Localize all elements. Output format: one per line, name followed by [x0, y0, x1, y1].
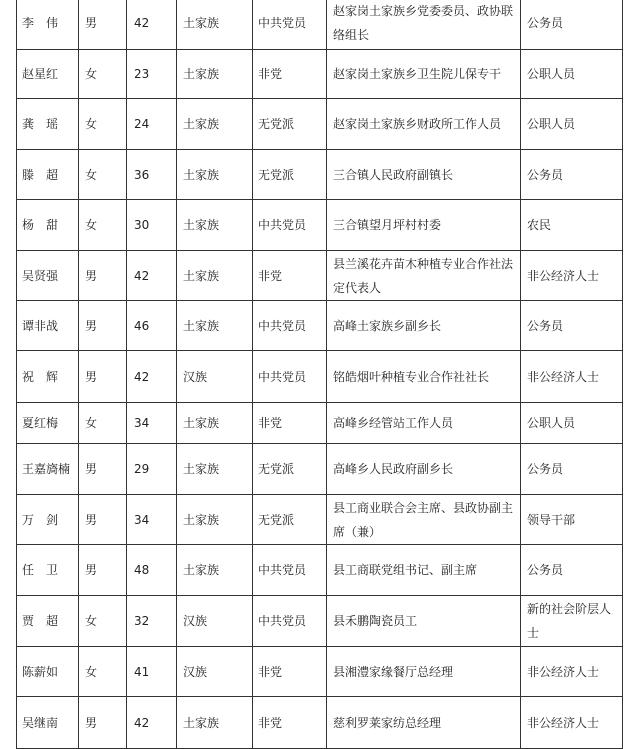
member-party: 中共党员 — [253, 301, 327, 351]
member-role: 铭皓烟叶种植专业合作社社长 — [327, 351, 521, 403]
member-party: 中共党员 — [253, 200, 327, 251]
member-party: 无党派 — [253, 99, 327, 150]
member-ethnicity: 汉族 — [177, 596, 253, 647]
member-ethnicity: 土家族 — [177, 301, 253, 351]
member-gender: 男 — [79, 301, 127, 351]
member-category: 非公经济人士 — [521, 351, 623, 403]
member-ethnicity: 土家族 — [177, 200, 253, 251]
member-name: 龚 瑶 — [17, 99, 79, 150]
member-name: 万 剑 — [17, 495, 79, 545]
member-gender: 女 — [79, 200, 127, 251]
member-category: 非公经济人士 — [521, 647, 623, 697]
table-row — [17, 150, 623, 200]
member-category: 非公经济人士 — [521, 697, 623, 749]
member-party: 无党派 — [253, 444, 327, 495]
member-age: 24 — [127, 99, 177, 150]
member-age: 42 — [127, 251, 177, 301]
member-ethnicity: 土家族 — [177, 50, 253, 99]
member-category: 公务员 — [521, 150, 623, 200]
member-party: 中共党员 — [253, 351, 327, 403]
member-role: 高峰乡经管站工作人员 — [327, 403, 521, 444]
member-role: 高峰乡人民政府副乡长 — [327, 444, 521, 495]
table-row — [17, 99, 623, 150]
table-row — [17, 0, 623, 50]
member-category: 公职人员 — [521, 99, 623, 150]
member-name: 贾 超 — [17, 596, 79, 647]
member-role: 赵家岗土家族乡财政所工作人员 — [327, 99, 521, 150]
member-role: 三合镇人民政府副镇长 — [327, 150, 521, 200]
member-age: 30 — [127, 200, 177, 251]
member-age: 29 — [127, 444, 177, 495]
member-gender: 女 — [79, 50, 127, 99]
member-role: 县兰溪花卉苗木种植专业合作社法定代表人 — [327, 251, 521, 301]
member-role: 县工商联党组书记、副主席 — [327, 545, 521, 596]
member-name: 李 伟 — [17, 0, 79, 50]
member-age: 23 — [127, 50, 177, 99]
table-row — [17, 647, 623, 697]
member-name: 谭非战 — [17, 301, 79, 351]
member-role: 县湘澧家缘餐厅总经理 — [327, 647, 521, 697]
member-ethnicity: 土家族 — [177, 99, 253, 150]
member-role: 县禾鹏陶瓷员工 — [327, 596, 521, 647]
member-party: 无党派 — [253, 150, 327, 200]
member-name: 祝 辉 — [17, 351, 79, 403]
member-gender: 女 — [79, 150, 127, 200]
table-row — [17, 301, 623, 351]
table-body — [17, 0, 623, 749]
member-ethnicity: 土家族 — [177, 495, 253, 545]
member-gender: 女 — [79, 596, 127, 647]
table-row — [17, 200, 623, 251]
table-row — [17, 444, 623, 495]
member-gender: 女 — [79, 647, 127, 697]
member-name: 杨 甜 — [17, 200, 79, 251]
member-category: 领导干部 — [521, 495, 623, 545]
member-age: 36 — [127, 150, 177, 200]
member-age: 46 — [127, 301, 177, 351]
member-ethnicity: 土家族 — [177, 0, 253, 50]
member-name: 王嘉旖楠 — [17, 444, 79, 495]
table-row — [17, 403, 623, 444]
member-name: 吴继南 — [17, 697, 79, 749]
member-party: 非党 — [253, 50, 327, 99]
member-ethnicity: 汉族 — [177, 351, 253, 403]
member-category: 公务员 — [521, 301, 623, 351]
member-ethnicity: 汉族 — [177, 647, 253, 697]
member-age: 32 — [127, 596, 177, 647]
table-row — [17, 545, 623, 596]
member-party: 非党 — [253, 251, 327, 301]
member-age: 34 — [127, 495, 177, 545]
table-row — [17, 50, 623, 99]
member-gender: 男 — [79, 251, 127, 301]
member-party: 非党 — [253, 403, 327, 444]
table-row — [17, 697, 623, 749]
table-row — [17, 495, 623, 545]
member-ethnicity: 土家族 — [177, 444, 253, 495]
member-role: 三合镇望月坪村村委 — [327, 200, 521, 251]
member-category: 公职人员 — [521, 403, 623, 444]
member-role: 赵家岗土家族乡党委委员、政协联络组长 — [327, 0, 521, 50]
member-age: 34 — [127, 403, 177, 444]
member-category: 非公经济人士 — [521, 251, 623, 301]
member-name: 赵星红 — [17, 50, 79, 99]
member-party: 非党 — [253, 647, 327, 697]
member-ethnicity: 土家族 — [177, 697, 253, 749]
member-age: 42 — [127, 0, 177, 50]
member-role: 慈利罗莱家纺总经理 — [327, 697, 521, 749]
member-name: 夏红梅 — [17, 403, 79, 444]
member-age: 42 — [127, 351, 177, 403]
member-ethnicity: 土家族 — [177, 403, 253, 444]
member-name: 任 卫 — [17, 545, 79, 596]
member-age: 48 — [127, 545, 177, 596]
member-role: 高峰土家族乡副乡长 — [327, 301, 521, 351]
member-table — [16, 0, 623, 749]
member-gender: 男 — [79, 545, 127, 596]
member-party: 中共党员 — [253, 596, 327, 647]
member-age: 42 — [127, 697, 177, 749]
member-ethnicity: 土家族 — [177, 251, 253, 301]
member-party: 无党派 — [253, 495, 327, 545]
member-party: 中共党员 — [253, 545, 327, 596]
member-category: 公务员 — [521, 0, 623, 50]
member-ethnicity: 土家族 — [177, 150, 253, 200]
member-category: 公职人员 — [521, 50, 623, 99]
member-gender: 男 — [79, 351, 127, 403]
member-name: 滕 超 — [17, 150, 79, 200]
member-gender: 女 — [79, 403, 127, 444]
table-row — [17, 351, 623, 403]
member-gender: 男 — [79, 0, 127, 50]
table-row — [17, 251, 623, 301]
member-gender: 女 — [79, 99, 127, 150]
member-ethnicity: 土家族 — [177, 545, 253, 596]
member-role: 县工商业联合会主席、县政协副主席（兼） — [327, 495, 521, 545]
table-row — [17, 596, 623, 647]
member-category: 新的社会阶层人士 — [521, 596, 623, 647]
member-role: 赵家岗土家族乡卫生院儿保专干 — [327, 50, 521, 99]
member-gender: 男 — [79, 444, 127, 495]
member-category: 农民 — [521, 200, 623, 251]
member-category: 公务员 — [521, 444, 623, 495]
member-name: 陈薪如 — [17, 647, 79, 697]
member-category: 公务员 — [521, 545, 623, 596]
member-gender: 男 — [79, 697, 127, 749]
member-name: 吴贤强 — [17, 251, 79, 301]
member-gender: 男 — [79, 495, 127, 545]
member-age: 41 — [127, 647, 177, 697]
member-party: 中共党员 — [253, 0, 327, 50]
member-party: 非党 — [253, 697, 327, 749]
